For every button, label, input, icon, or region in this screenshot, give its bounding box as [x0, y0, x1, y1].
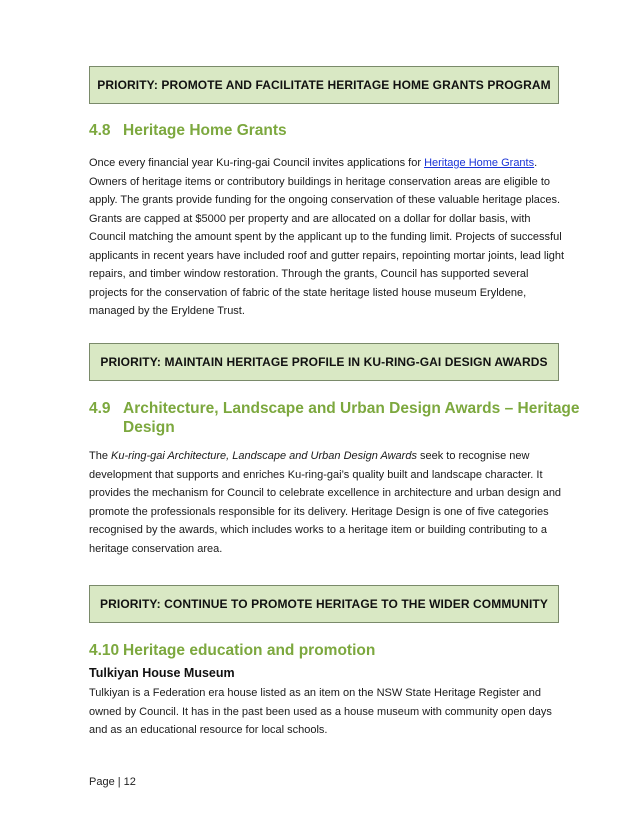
page-number: Page | 12 — [89, 776, 136, 788]
section-title: Heritage education and promotion — [123, 642, 376, 659]
section-title: Heritage Home Grants — [123, 122, 287, 139]
section-title — [123, 399, 580, 437]
section-4-10-body — [89, 684, 569, 740]
section-heading-4-9 — [89, 399, 580, 437]
section-4-8-body — [89, 154, 569, 321]
priority-box-awards — [89, 343, 559, 381]
section-number: 4.8 — [89, 122, 111, 139]
priority-text-grants: PRIORITY: PROMOTE AND FACILITATE HERITAGE HOME GRANTS PROGRAM — [97, 78, 551, 92]
priority-text-awards: PRIORITY: MAINTAIN HERITAGE PROFILE IN KU-RING-GAI DESIGN AWARDS — [100, 355, 548, 369]
section-title-line-2: Design — [123, 419, 175, 436]
section-title-line-1: Architecture, Landscape and Urban Design Awards – Heritage — [123, 400, 580, 417]
body-text: Once every financial year Ku-ring-gai Council invites applications for — [89, 157, 425, 169]
heritage-home-grants-link[interactable]: Heritage Home Grants — [424, 157, 535, 169]
priority-box-promotion — [89, 585, 559, 623]
body-text: . Owners of heritage items or contributory buildings in heritage conservation areas are eligible to apply. The grants provide funding for the ongoing conservation of these valuable heritage places. Grants are capped at $5000 per property and are allocated on a dollar for dollar basis, with Council matching the amount spent by the applicant up to the funding limit. Projects of successful applicants in recent years have included roof and gutter repairs, repointing mortar joints, lead light repairs, and timber window restoration. Through the grants, Council has supported several projects for the conservation of fabric of the state heritage listed house museum Eryldene, managed by the Eryldene Trust. — [89, 157, 565, 317]
body-text: The — [89, 450, 112, 462]
priority-text-promotion: PRIORITY: CONTINUE TO PROMOTE HERITAGE TO THE WIDER COMMUNITY — [100, 597, 548, 611]
section-number: 4.9 — [89, 400, 111, 417]
section-4-9-body — [89, 447, 569, 558]
section-heading-4-10 — [89, 641, 375, 660]
body-text: Tulkiyan is a Federation era house listed as an item on the NSW State Heritage Register and owned by Council. It has in the past been used as a house museum with community open days and as an educational resource for local schools. — [89, 687, 552, 736]
section-number: 4.10 — [89, 642, 120, 659]
awards-name: Ku-ring-gai Architecture, Landscape and Urban Design Awards — [111, 450, 417, 462]
section-heading-4-8 — [89, 121, 287, 140]
priority-box-grants — [89, 66, 559, 104]
body-text: seek to recognise new development that supports and enriches Ku-ring-gai’s quality built and landscape character. It provides the mechanism for Council to celebrate excellence in architecture and urban design and promote the professionals responsible for its delivery. Heritage Design is one of five categories recognised by the awards, which includes works to a heritage item or building contributing to a heritage conservation area. — [89, 450, 562, 555]
tulkiyan-subheading: Tulkiyan House Museum — [89, 666, 235, 680]
